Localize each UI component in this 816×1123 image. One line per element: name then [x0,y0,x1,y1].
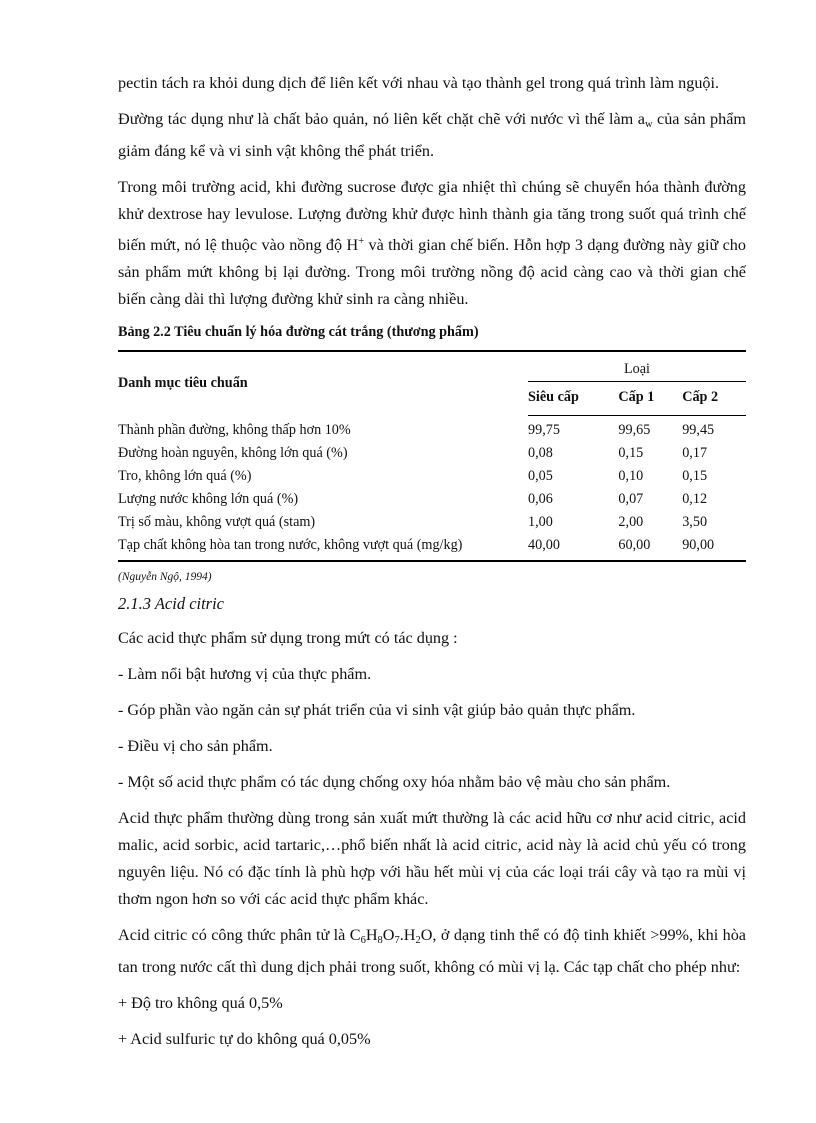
header-col: Siêu cấp [528,382,618,416]
bullet-item: - Một số acid thực phẩm có tác dụng chống oxy hóa nhằm bảo vệ màu cho sản phẩm. [118,773,671,791]
table-row [118,534,746,561]
text-segment: Trong môi trường acid, khi đường sucrose được gia nhiệt thì chúng sẽ chuyển hóa thành đường khử dextrose hay levulose. Lượng đường khử được hình thành gia tăng trong suốt quá trình chế biến mứt, nó lệ thuộc vào nồng độ H [118,178,746,254]
header-group-loai: Loại [528,351,746,382]
table-row [118,465,746,488]
table-header-row [118,351,746,382]
paragraph-acid-uses: Các acid thực phẩm sử dụng trong mứt có tác dụng : [118,629,458,647]
text-segment: .H [399,926,416,944]
text-segment: O [382,926,395,944]
cell-value: 0,08 [528,445,553,461]
text-segment: của sản phẩm giảm đáng kể và vi sinh vật không thể phát triển. [118,110,746,160]
table-caption: Bảng 2.2 Tiêu chuẩn lý hóa đường cát trắng (thương phẩm) [118,324,479,340]
text-segment: Acid citric có công thức phân tử là C [118,926,361,944]
cell-value: 3,50 [682,514,708,530]
cell-value: 90,00 [682,537,715,553]
section-heading: 2.1.3 Acid citric [118,594,225,613]
subscript: 6 [360,935,366,946]
table-row [118,511,746,534]
table-source: (Nguyễn Ngộ, 1994) [118,571,212,583]
text-segment: H [365,926,378,944]
header-col: Cấp 1 [618,382,682,416]
bullet-item: - Làm nổi bật hương vị của thực phẩm. [118,665,372,683]
subscript: 2 [415,935,421,946]
cell-value: 0,15 [618,445,644,461]
bullet-item: - Góp phần vào ngăn cản sự phát triển của vi sinh vật giúp bảo quản thực phẩm. [118,701,636,719]
row-label: Lượng nước không lớn quá (%) [118,491,299,507]
paragraph-sugar-preservative [118,106,746,165]
row-label: Đường hoàn nguyên, không lớn quá (%) [118,445,348,461]
paragraph-citric-formula [118,922,746,981]
header-criteria: Danh mục tiêu chuẩn [118,375,248,392]
cell-value: 40,00 [528,537,560,553]
cell-value: 0,17 [682,445,708,461]
superscript: + [358,236,365,247]
table-row [118,488,746,511]
cell-value: 99,45 [682,422,715,438]
cell-value: 0,15 [682,468,708,484]
row-label: Thành phần đường, không thấp hơn 10% [118,421,351,438]
cell-value: 60,00 [618,537,651,553]
cell-value: 0,10 [618,468,644,484]
paragraph-pectin: pectin tách ra khỏi dung dịch để liên kết với nhau và tạo thành gel trong quá trình làm nguội. [118,74,720,92]
text-segment: và thời gian chế biến. Hỗn hợp 3 dạng đường này giữ cho sản phẩm mứt không bị lại đường. Trong môi trường nồng độ acid càng cao và thời gian chế biến càng dài thì lượng đường khử sinh ra càng nhiều. [118,236,746,308]
cell-value: 99,75 [528,422,560,438]
subscript: 8 [377,935,383,946]
header-col: Cấp 2 [682,382,746,416]
row-label: Tro, không lớn quá (%) [118,468,252,484]
cell-value: 99,65 [618,422,651,438]
bullet-item: - Điều vị cho sản phẩm. [118,737,273,755]
cell-value: 0,12 [682,491,708,507]
document-page [118,70,746,1062]
subscript: w [644,119,653,130]
table-row [118,416,746,443]
text-segment: Đường tác dụng như là chất bảo quản, nó liên kết chặt chẽ với nước vì thế làm a [118,110,645,128]
plus-item: + Acid sulfuric tự do không quá 0,05% [118,1030,371,1048]
plus-item: + Độ tro không quá 0,5% [118,994,283,1012]
row-label: Trị số màu, không vượt quá (stam) [118,514,316,530]
text-segment: O, ở dạng tinh thể có độ tinh khiết >99%, khi hòa tan trong nước cất thì dung dịch phải trong suốt, không có mùi vị lạ. Các tạp chất cho phép như: [118,926,746,976]
cell-value: 2,00 [618,514,644,530]
subscript: 7 [394,935,400,946]
cell-value: 0,07 [618,491,644,507]
cell-value: 0,05 [528,468,553,484]
table-row [118,442,746,465]
cell-value: 0,06 [528,491,553,507]
cell-value: 1,00 [528,514,553,530]
paragraph-common-acids: Acid thực phẩm thường dùng trong sản xuất mứt thường là các acid hữu cơ như acid citric, acid malic, acid sorbic, acid tartaric,…phổ biến nhất là acid citric, acid này là acid chủ yếu có trong nguyên liệu. Nó có đặc tính là phù hợp với hầu hết mùi vị của các loại trái cây và tạo ra mùi vị thơm ngon hơn so với các acid thực phẩm khác. [118,809,746,908]
row-label: Tạp chất không hòa tan trong nước, không vượt quá (mg/kg) [118,537,463,553]
sugar-standards-table [118,350,746,562]
paragraph-acid-environment [118,174,746,313]
